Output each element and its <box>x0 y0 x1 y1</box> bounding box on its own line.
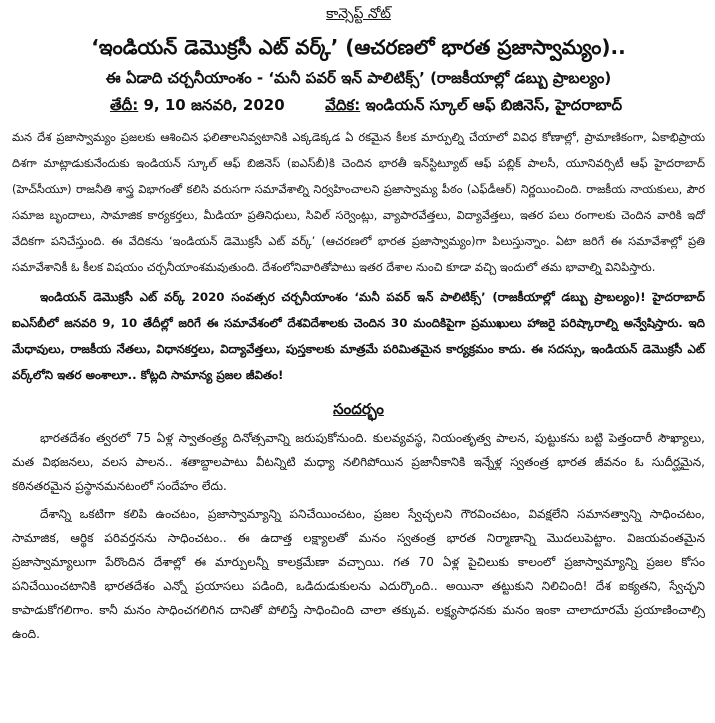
document-title: ‘ఇండియన్ డెమొక్రసీ ఎట్ వర్క్’ (ఆచరణలో భారత ప్రజాస్వామ్యం).. <box>91 35 626 59</box>
date-value: 9, 10 జనవరి, 2020 <box>143 96 285 114</box>
venue-label: వేదిక: <box>325 96 361 114</box>
context-paragraph-1: భారతదేశం త్వరలో 75 ఏళ్ల స్వాతంత్ర్య దినోత్సవాన్ని జరుపుకోనుంది. కులవ్యవస్థ, నియంతృత్వ పాలన, పుట్టుకను బట్టి పెత్తందారీ సౌఖ్యాలు, మత విభజనలు, వలస పాలన.. శతాబ్దాలపాటు వీటన్నిటి మధ్యా నలిగిపోయిన ప్రజానీకానికి ఇన్నేళ్ల స్వతంత్ర భారత జీవనం ఓ సుదీర్ఘమైన, కఠినతరమైన ప్రస్థానమనటంలో సందేహం లేదు. <box>12 431 705 493</box>
section-heading-context: సందర్భం <box>333 400 384 418</box>
concept-note-label: కాన్సెప్ట్ నోట్ <box>326 6 391 22</box>
event-details <box>12 92 705 118</box>
intro-paragraph-2: ఇండియన్ డెమొక్రసీ ఎట్ వర్క్ 2020 సంవత్సర చర్చనీయాంశం ‘మనీ పవర్ ఇన్ పాలిటిక్స్’ (రాజకీయాల్లో డబ్బు ప్రాబల్యం)! హైదరాబాద్ ఐఎస్‌బీలో జనవరి 9, 10 తేదీల్లో జరిగే ఈ సమావేశంలో దేశవిదేశాలకు చెందిన 30 మందికిపైగా ప్రముఖులు హాజరై పరిష్కారాల్ని అన్వేషిస్తారు. ఇది మేధావులు, రాజకీయ నేతలు, విధానకర్తలు, విద్యావేత్తలు, పుస్తకాలకు మాత్రమే పరిమితమైన కార్యక్రమం కాదు. ఈ సదస్సు, ఇండియన్ డెమొక్రసీ ఎట్ వర్క్‌లోని ఇతర అంశాలూ.. కోట్లది సామాన్య ప్రజల జీవితం! <box>12 290 705 382</box>
intro-paragraph-1: మన దేశ ప్రజాస్వామ్యం ప్రజలకు ఆశించిన ఫలితాలనివ్వటానికి ఎక్కడెక్కడ ఏ రకమైన కీలక మార్పుల్ని చేయాలో వివిధ కోణాల్లో, ప్రామాణికంగా, ఏకాభిప్రాయ దిశగా మాట్లాడుకునేందుకు ఇండియన్ స్కూల్ ఆఫ్ బిజినెస్ (ఐఎస్‌బీ)కి చెందిన భారతీ ఇన్‌స్టిట్యూట్ ఆఫ్ పబ్లిక్ పాలసీ, యూనివర్సిటీ ఆఫ్ హైదరాబాద్ (హెచ్‌సీయూ) రాజనీతి శాస్త్ర విభాగంతో కలిసి వరుసగా సమావేశాల్ని నిర్వహించాలని ప్రజాస్వామ్య పీఠం (ఎఫ్‌డీఆర్) నిర్ణయించింది. రాజకీయ నాయకులు, పౌర సమాజ బృందాలు, సామాజిక కార్యకర్తలు, మీడియా ప్రతినిధులు, సివిల్ సర్వెంట్లు, వ్యాపారవేత్తలు, విద్యావేత్తలు, ఇతర పలు రంగాలకు చెందిన వారికి ఇదో వేదికగా పనిచేస్తుంది. ఈ వేదికను ‘ఇండియన్ డెమొక్రసీ ఎట్ వర్క్’ (ఆచరణలో భారత ప్రజాస్వామ్యం)గా పిలుస్తున్నాం. ఏటా జరిగే ఈ సమావేశాల్లో ప్రతి సమావేశానికీ ఓ కీలక విషయం చర్చనీయాంశమవుతుంది. దేశంలోనివారితోపాటు ఇతర దేశాల నుంచి కూడా వచ్చి ఇందులో తమ భావాల్ని వినిపిస్తారు. <box>12 130 705 274</box>
document-subtitle: ఈ ఏడాది చర్చనీయాంశం - ‘మనీ పవర్ ఇన్ పాలిటిక్స్’ (రాజకీయాల్లో డబ్బు ప్రాబల్యం) <box>105 69 612 87</box>
date-label: తేదీ: <box>110 96 139 114</box>
context-paragraph-2: దేశాన్ని ఒకటిగా కలిపి ఉంచటం, ప్రజాస్వామ్యాన్ని పనిచేయించటం, ప్రజల స్వేచ్ఛలని గౌరవించటం, వివక్షలేని సమానత్వాన్ని సాధించటం, సామాజిక, ఆర్థిక పరివర్తనను సాధించటం.. ఈ ఉదాత్త లక్ష్యాలతో మనం స్వతంత్ర భారత నిర్మాణాన్ని మొదలుపెట్టాం. విజయవంతమైన ప్రజాస్వామ్యాలుగా పేరొందిన దేశాల్లో ఈ మార్పులన్నీ కాలక్రమేణా వచ్చాయి. గత 70 ఏళ్ల పైచిలుకు కాలంలో ప్రజాస్వామ్యాన్ని ప్రజల కోసం పనిచేయించటానికి భారతదేశం ఎన్నో ప్రయాసలు పడింది, ఒడిదుడుకులను ఎదుర్కొంది.. అయినా తట్టుకుని నిలిచింది! దేశ ఐక్యతని, స్వేచ్ఛని కాపాడుకోగలిగాం. కానీ మనం సాధించగలిగిన దానితో పోలిస్తే సాధించింది చాలా తక్కువ. లక్ష్యసాధనకు మనం ఇంకా చాలాదూరమే ప్రయాణించాల్సి ఉంది. <box>12 507 705 641</box>
venue-value: ఇండియన్ స్కూల్ ఆఫ్ బిజినెస్, హైదరాబాద్ <box>365 96 623 114</box>
